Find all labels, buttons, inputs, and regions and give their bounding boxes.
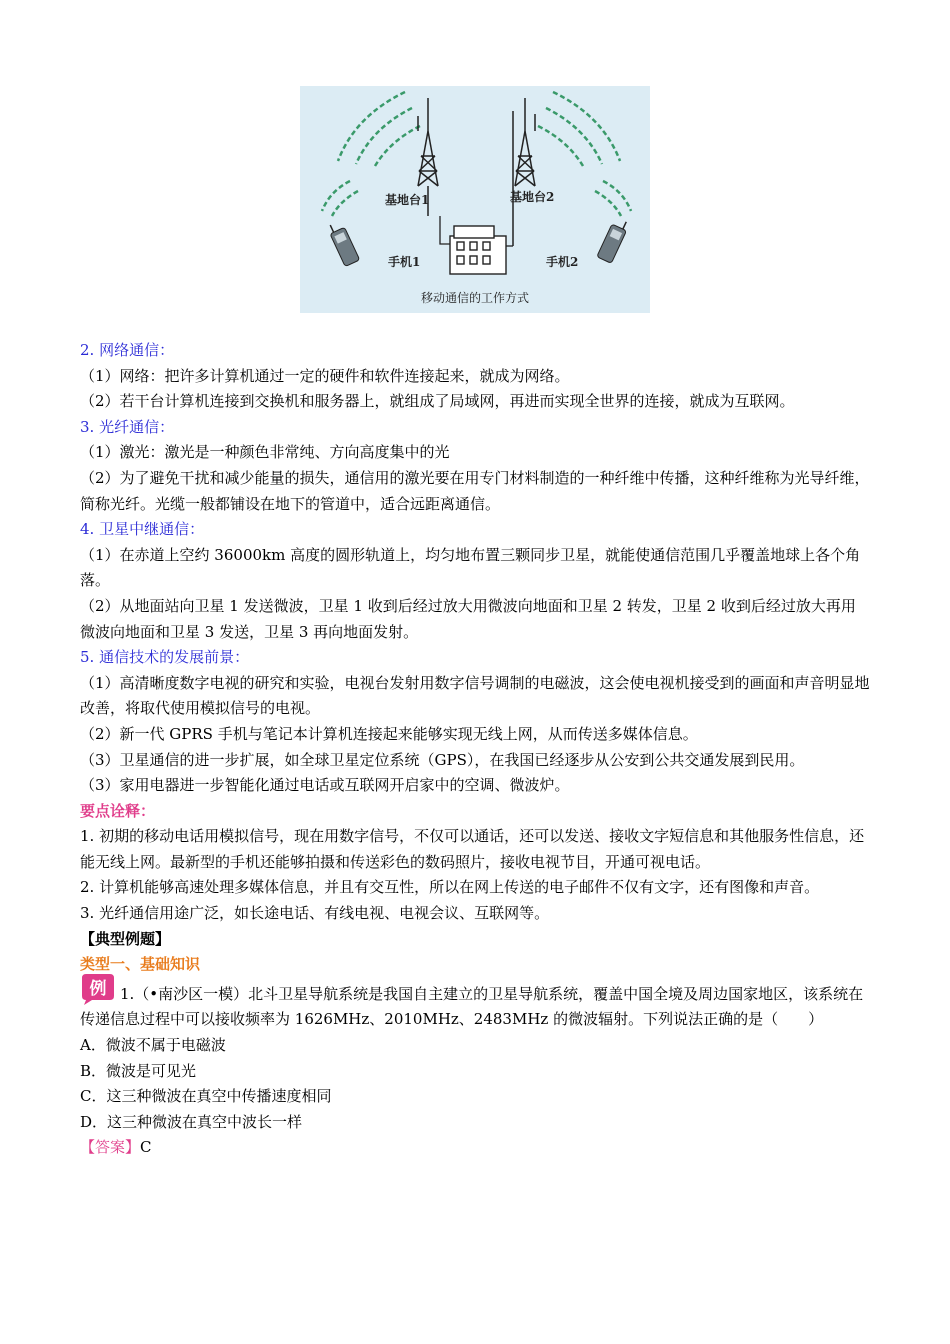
prospect-item-1: （1）高清晰度数字电视的研究和实验，电视台发射用数字信号调制的电磁波，这会使电视机接受到的画面和声音明显地改善，将取代使用模拟信号的电视。 [80, 673, 870, 718]
phone-2-label: 手机2 [546, 255, 579, 269]
main-content [80, 338, 870, 1161]
prospect-item-2: （2）新一代 GPRS 手机与笔记本计算机连接起来能够实现无线上网，从而传送多媒体信息。 [80, 724, 698, 743]
station-2-label: 基地台2 [510, 190, 555, 204]
key-points-heading: 要点诠释： [80, 801, 156, 820]
option-b: B．微波是可见光 [80, 1061, 197, 1080]
example-stem: 1.（•南沙区一模）北斗卫星导航系统是我国自主建立的卫星导航系统，覆盖中国全境及周边国家地区，该系统在传递信息过程中可以接收频率为 1626MHz、2010MHz、2483MHz 的微波辐射。下列说法正确的是（ ） [80, 984, 864, 1029]
fiber-item-2: （2）为了避免干扰和减少能量的损失，通信用的激光要在用专门材料制造的一种纤维中传播，这种纤维称为光导纤维，简称光纤。光缆一般都铺设在地下的管道中，适合远距离通信。 [80, 468, 870, 513]
phone-1-label: 手机1 [388, 255, 421, 269]
network-item-1: （1）网络：把许多计算机通过一定的硬件和软件连接起来，就成为网络。 [80, 366, 570, 385]
station-1-label: 基地台1 [385, 193, 430, 207]
answer-value: C [140, 1138, 152, 1157]
answer-line [80, 1135, 870, 1161]
key-point-3: 3. 光纤通信用途广泛，如长途电话、有线电视、电视会议、互联网等。 [80, 904, 550, 923]
network-item-2: （2）若干台计算机连接到交换机和服务器上，就组成了局域网，再进而实现全世界的连接，就成为互联网。 [80, 392, 795, 411]
answer-label: 【答案】 [80, 1138, 141, 1157]
example-badge-text: 例 [89, 978, 107, 999]
key-point-2: 2. 计算机能够高速处理多媒体信息，并且有交互性，所以在网上传送的电子邮件不仅有文字，还有图像和声音。 [80, 878, 820, 897]
satellite-heading: 4. 卫星中继通信： [80, 520, 205, 539]
prospect-item-4: （3）家用电器进一步智能化通过电话或互联网开启家中的空调、微波炉。 [80, 776, 570, 795]
mobile-communication-figure [300, 86, 650, 313]
satellite-item-1: （1）在赤道上空约 36000km 高度的圆形轨道上，均匀地布置三颗同步卫星，就能使通信范围几乎覆盖地球上各个角落。 [80, 545, 861, 590]
satellite-item-2: （2）从地面站向卫星 1 发送微波，卫星 1 收到后经过放大用微波向地面和卫星 2 转发，卫星 2 收到后经过放大再用微波向地面和卫星 3 发送，卫星 3 再向地面发射。 [80, 596, 856, 641]
prospect-item-3: （3）卫星通信的进一步扩展，如全球卫星定位系统（GPS），在我国已经逐步从公安到公共交通发展到民用。 [80, 750, 805, 769]
option-d: D．这三种微波在真空中波长一样 [80, 1112, 303, 1131]
example-1 [80, 978, 870, 1033]
fiber-item-1: （1）激光：激光是一种颜色非常纯、方向高度集中的光 [80, 443, 450, 462]
fiber-heading: 3. 光纤通信： [80, 417, 175, 436]
option-a: A．微波不属于电磁波 [80, 1036, 226, 1055]
key-point-1: 1. 初期的移动电话用模拟信号，现在用数字信号，不仅可以通话，还可以发送、接收文字短信息和其他服务性信息，还能无线上网。最新型的手机还能够拍摄和传送彩色的数码照片，接收电视节目，开通可视电话。 [80, 827, 865, 871]
example-badge-icon [78, 972, 116, 1006]
figure-caption: 移动通信的工作方式 [420, 291, 530, 305]
prospect-heading: 5. 通信技术的发展前景： [80, 648, 250, 667]
typical-examples-heading: 【典型例题】 [80, 929, 171, 948]
network-heading: 2. 网络通信： [80, 341, 175, 359]
option-c: C．这三种微波在真空中传播速度相同 [80, 1087, 332, 1106]
type-1-heading: 类型一、基础知识 [80, 955, 201, 974]
